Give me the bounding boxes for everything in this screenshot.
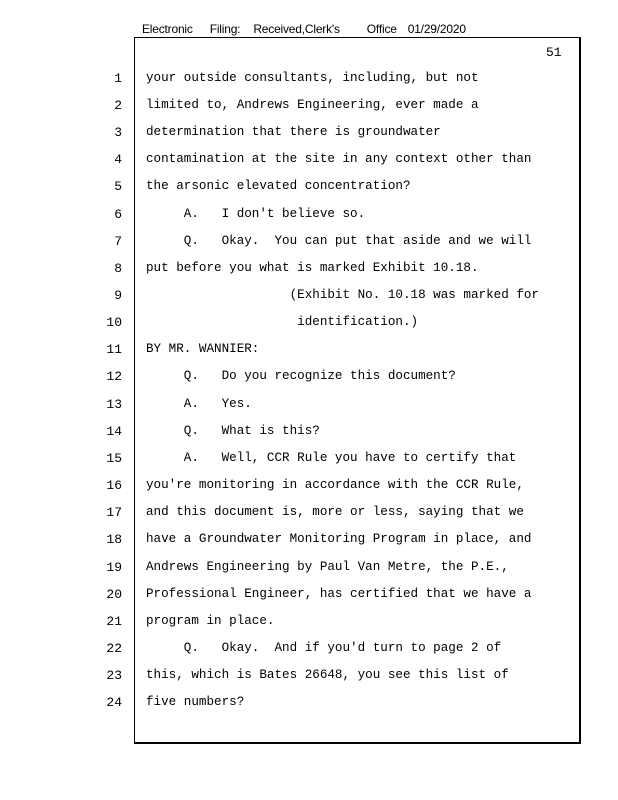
transcript-line: put before you what is marked Exhibit 10.18. (146, 261, 479, 275)
line-number: 6 (114, 207, 122, 222)
transcript-line: A. I don't believe so. (146, 207, 366, 221)
line-number: 12 (106, 369, 122, 384)
transcript-line: Q. Do you recognize this document? (146, 369, 456, 383)
line-number: 7 (114, 234, 122, 249)
transcript-line: determination that there is groundwater (146, 125, 441, 139)
line-number: 3 (114, 125, 122, 140)
transcript-line: your outside consultants, including, but not (146, 71, 479, 85)
transcript-line: this, which is Bates 26648, you see this list of (146, 668, 509, 682)
transcript-line: Q. What is this? (146, 424, 320, 438)
filing-stamp-word: Office (366, 22, 397, 36)
transcript-line: and this document is, more or less, saying that we (146, 505, 524, 519)
line-number: 16 (106, 478, 122, 493)
transcript-line: you're monitoring in accordance with the CCR Rule, (146, 478, 524, 492)
line-number: 18 (106, 532, 122, 547)
line-number: 19 (106, 560, 122, 575)
line-number: 1 (114, 71, 122, 86)
transcript-line: the arsonic elevated concentration? (146, 179, 411, 193)
line-number: 9 (114, 288, 122, 303)
line-number: 20 (106, 587, 122, 602)
filing-stamp-word: Received,Clerk's (253, 22, 340, 36)
filing-stamp-word: Electronic (142, 22, 193, 36)
filing-stamp-header (142, 22, 466, 36)
line-number: 10 (106, 315, 122, 330)
transcript-line: Andrews Engineering by Paul Van Metre, the P.E., (146, 560, 509, 574)
line-number: 5 (114, 179, 122, 194)
transcript-line: A. Yes. (146, 397, 252, 411)
line-number: 11 (106, 342, 122, 357)
transcript-line: Professional Engineer, has certified that we have a (146, 587, 532, 601)
transcript-line: contamination at the site in any context other than (146, 152, 532, 166)
line-number: 14 (106, 424, 122, 439)
line-number: 15 (106, 451, 122, 466)
line-number: 21 (106, 614, 122, 629)
transcript-line: A. Well, CCR Rule you have to certify that (146, 451, 517, 465)
page-number: 51 (546, 45, 562, 60)
line-number: 24 (106, 695, 122, 710)
transcript-line: BY MR. WANNIER: (146, 342, 260, 356)
line-number: 23 (106, 668, 122, 683)
transcript-line: five numbers? (146, 695, 245, 709)
line-number: 2 (114, 98, 122, 113)
transcript-line: Q. Okay. You can put that aside and we will (146, 234, 532, 248)
transcript-line: (Exhibit No. 10.18 was marked for (146, 288, 539, 302)
line-number: 13 (106, 397, 122, 412)
transcript-line: limited to, Andrews Engineering, ever made a (146, 98, 479, 112)
transcript-line: Q. Okay. And if you'd turn to page 2 of (146, 641, 502, 655)
filing-stamp-date: 01/29/2020 (407, 22, 466, 36)
transcript-line: have a Groundwater Monitoring Program in place, and (146, 532, 532, 546)
transcript-line: identification.) (146, 315, 419, 329)
transcript-line: program in place. (146, 614, 275, 628)
line-number: 4 (114, 152, 122, 167)
line-number: 22 (106, 641, 122, 656)
line-number: 8 (114, 261, 122, 276)
filing-stamp-word: Filing: (209, 22, 241, 36)
line-number: 17 (106, 505, 122, 520)
transcript-page-border (134, 37, 581, 744)
